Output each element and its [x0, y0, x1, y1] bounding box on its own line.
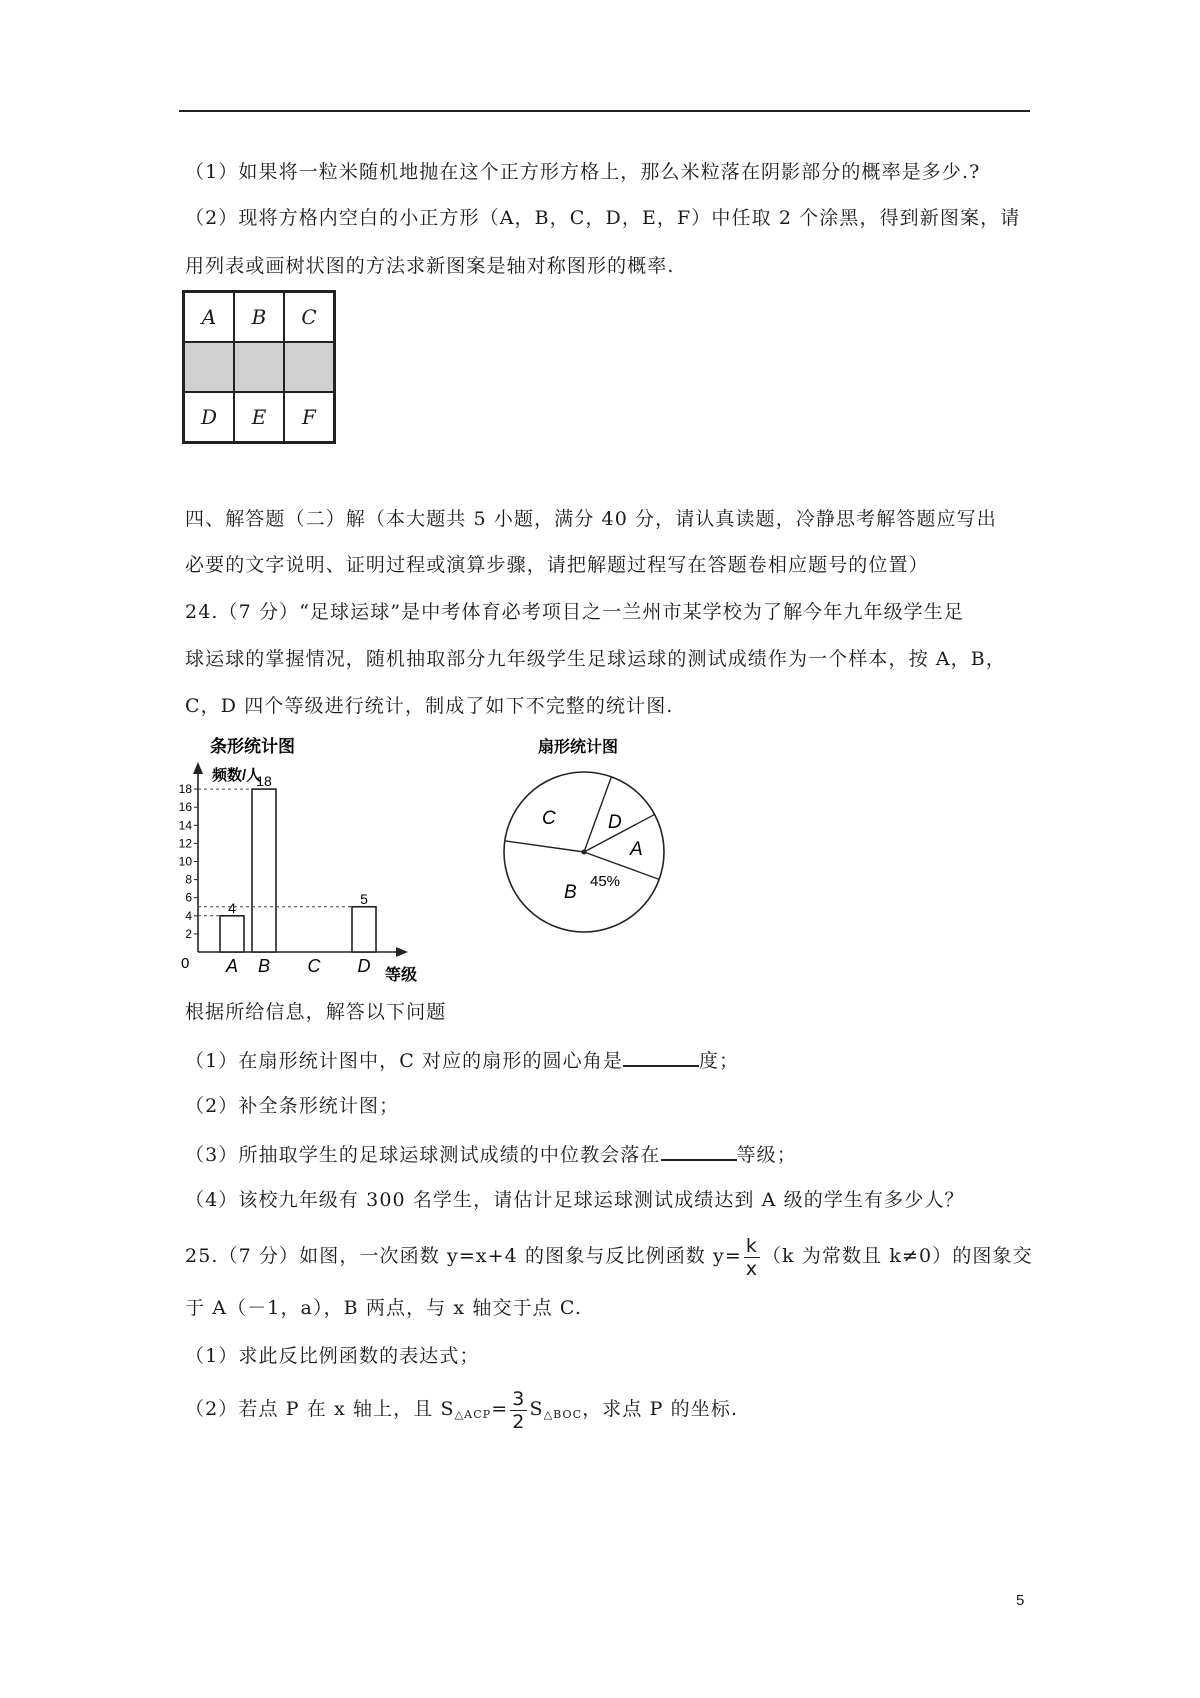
q25-part2-text: （2）若点 P 在 x 轴上，且 S [185, 1398, 455, 1420]
bar-chart [180, 728, 450, 983]
bar-chart-title: 条形统计图 [210, 737, 295, 756]
fraction-numerator: k [745, 1234, 759, 1257]
y-tick-label: 16 [178, 800, 192, 815]
x-tick-label: D [357, 956, 371, 976]
equals-sign: = [491, 1398, 509, 1420]
section4-line1: 四、解答题（二）解（本大题共 5 小题，满分 40 分，请认真读题，冷静思考解答题应写出 [185, 508, 997, 530]
fraction-denominator: x [745, 1257, 759, 1280]
q24-line2: 球运球的掌握情况，随机抽取部分九年级学生足球运球的测试成绩作为一个样本，按 A，B， [185, 648, 1006, 670]
pie-slice-label: C [542, 808, 556, 829]
square-grid-figure [182, 290, 336, 444]
pie-slice-label: B [564, 882, 577, 903]
page-number: 5 [1016, 1592, 1025, 1609]
q24-part4: （4）该校九年级有 300 名学生，请估计足球运球测试成绩达到 A 级的学生有多少人？ [185, 1189, 965, 1211]
q24-part1-unit: 度； [698, 1050, 740, 1072]
grid-cell: D [184, 392, 234, 442]
q25-part2-end: ，求点 P 的坐标. [582, 1398, 739, 1420]
q24-part3-text: （3）所抽取学生的足球运球测试成绩的中位教会落在 [185, 1144, 661, 1166]
y-tick-label: 4 [185, 908, 192, 923]
q23-part1: （1）如果将一粒米随机地抛在这个正方形方格上，那么米粒落在阴影部分的概率是多少.? [185, 161, 981, 183]
fraction-k-over-x [744, 1235, 760, 1280]
area-symbol: S [529, 1398, 544, 1420]
q25-part1: （1）求此反比例函数的表达式； [185, 1345, 480, 1367]
y-tick-label: 2 [185, 926, 192, 941]
bar-chart-xlabel: 等级 [385, 967, 418, 984]
y-tick-label: 10 [178, 854, 192, 869]
bar [252, 789, 276, 952]
y-tick-label: 18 [178, 782, 192, 797]
pie-slice-label: D [608, 812, 622, 833]
y-tick-label: 8 [185, 872, 192, 887]
grid-cell: E [234, 392, 284, 442]
grid-cell: F [284, 392, 334, 442]
pie-chart [470, 728, 710, 958]
bar-data-label: 18 [256, 773, 272, 790]
q24-part1-text: （1）在扇形统计图中，C 对应的扇形的圆心角是 [185, 1050, 623, 1072]
answer-blank[interactable] [661, 1141, 737, 1161]
q25-text-end: （k 为常数且 k≠0）的图象交 [762, 1245, 1033, 1267]
q24-part1 [185, 1047, 739, 1073]
y-tick-label: 6 [185, 890, 192, 905]
q23-part2-line2: 用列表或画树状图的方法求新图案是轴对称图形的概率. [185, 255, 675, 277]
x-tick-label: B [257, 956, 271, 976]
q25-line1 [185, 1232, 1033, 1280]
pie-percent-label: 45% [590, 873, 621, 890]
grid-cell: B [234, 292, 284, 342]
origin-label: 0 [181, 955, 190, 972]
fraction-3-over-2 [510, 1388, 527, 1433]
y-tick-label: 14 [178, 818, 192, 833]
section4-line2: 必要的文字说明、证明过程或演算步骤，请把解题过程写在答题卷相应题号的位置） [185, 554, 929, 576]
bar [220, 916, 244, 952]
q24-part3-unit: 等级； [736, 1144, 797, 1166]
subscript: △BOC [543, 1408, 583, 1421]
x-axis-arrow [396, 947, 408, 957]
bar [352, 907, 376, 952]
q25-part2 [185, 1385, 738, 1439]
q24-intro: 根据所给信息，解答以下问题 [185, 1001, 447, 1023]
y-tick-label: 12 [178, 836, 192, 851]
x-tick-label: C [307, 956, 321, 976]
grid-cell-shaded [234, 342, 284, 392]
grid-cell: A [184, 292, 234, 342]
q25-text-start: 25.（7 分）如图，一次函数 y=x+4 的图象与反比例函数 y= [185, 1245, 742, 1267]
bar-data-label: 4 [228, 899, 236, 916]
fraction-numerator: 3 [512, 1387, 526, 1410]
pie-center [582, 850, 587, 855]
answer-blank[interactable] [623, 1047, 699, 1067]
x-tick-label: A [225, 956, 239, 976]
q24-part2: （2）补全条形统计图； [185, 1095, 400, 1117]
grid-cell: C [284, 292, 334, 342]
fraction-denominator: 2 [512, 1410, 526, 1433]
grid-cell-shaded [284, 342, 334, 392]
q24-part3 [185, 1141, 797, 1167]
q24-line3: C，D 四个等级进行统计，制成了如下不完整的统计图. [185, 695, 674, 717]
pie-chart-title: 扇形统计图 [538, 739, 619, 756]
y-axis-arrow [193, 762, 203, 774]
pie-slice-label: A [630, 839, 643, 860]
bar-chart-ylabel: 频数/人 [212, 767, 262, 784]
q25-line2: 于 A（－1，a），B 两点，与 x 轴交于点 C. [185, 1297, 583, 1319]
bar-data-label: 5 [360, 890, 368, 907]
q23-part2-line1: （2）现将方格内空白的小正方形（A，B，C，D，E，F）中任取 2 个涂黑，得到新图案，请 [185, 207, 1021, 229]
q24-line1: 24.（7 分）“足球运球”是中考体育必考项目之一兰州市某学校为了解今年九年级学生足 [185, 601, 964, 623]
grid-cell-shaded [184, 342, 234, 392]
header-rule [179, 110, 1030, 112]
subscript: △ACP [454, 1408, 492, 1421]
